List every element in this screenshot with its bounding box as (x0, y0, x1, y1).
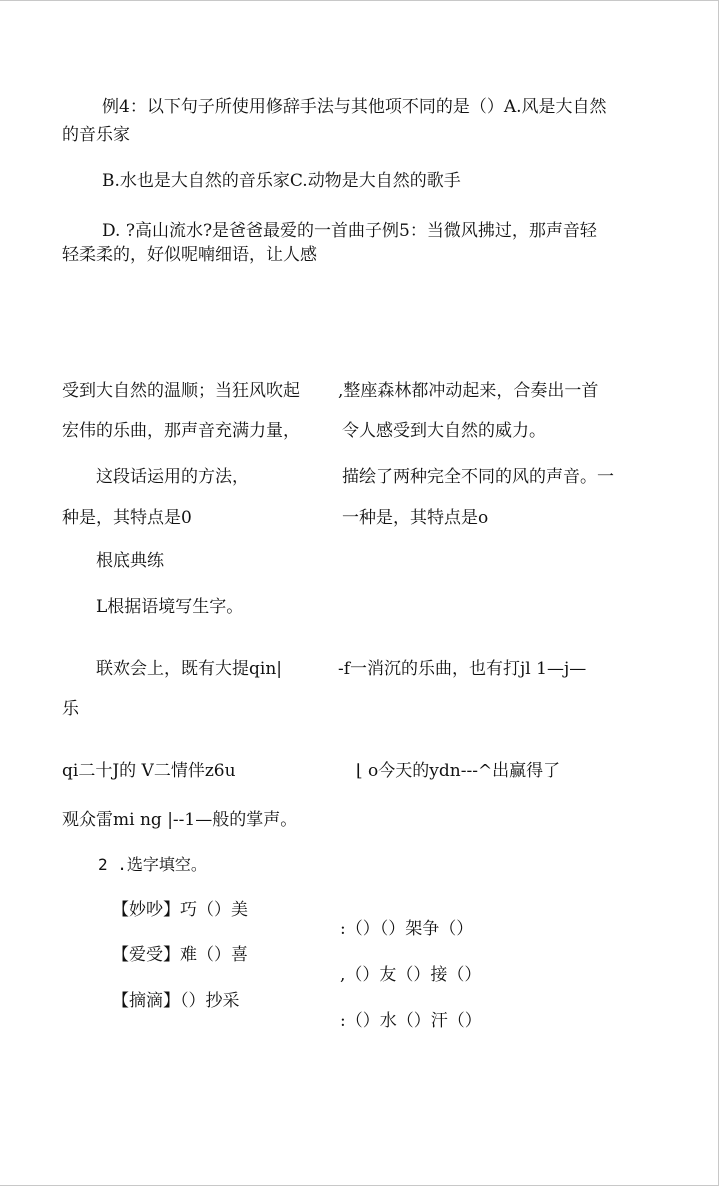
option-bc: B.水也是大自然的音乐家C.动物是大自然的歌手 (102, 171, 461, 191)
right-col-line2: 令人感受到大自然的威力。 (342, 421, 546, 441)
fill-right-row-3: :（）水（）汗（） (340, 1011, 482, 1031)
practice-heading: 根底典练 (96, 551, 164, 571)
q1-line1-left: 联欢会上，既有大提qin| (96, 659, 282, 679)
q1-line3-left: qi二十J的 V二情伴z6u (62, 761, 236, 781)
right-col-line4: 一种是，其特点是o (342, 508, 489, 528)
q1-line1-right: -f一消沉的乐曲，也有打jl 1—j— (338, 659, 587, 679)
example4-line1: 例4：以下句子所使用修辞手法与其他项不同的是（）A.风是大自然 (102, 97, 607, 117)
q1-line2: 乐 (62, 699, 79, 719)
left-col-line1: 受到大自然的温顺；当狂风吹起 (62, 381, 300, 401)
fill-left-row-1: 【妙吵】巧（）美 (112, 900, 248, 920)
fill-right-row-2: ,（）友（）接（） (340, 965, 482, 985)
fill-right-row-1: :（）（）架争（） (340, 919, 474, 939)
q2-title: 2 .选字填空。 (98, 855, 207, 874)
right-col-line3: 描绘了两种完全不同的风的声音。一 (342, 467, 614, 487)
q1-line4: 观众雷mi ng |--1—般的掌声。 (62, 810, 298, 830)
left-col-line3: 这段话运用的方法， (96, 467, 249, 487)
left-col-line2: 宏伟的乐曲，那声音充满力量， (62, 421, 300, 441)
q1-title: L根据语境写生字。 (96, 597, 244, 617)
option-d-line1: D. ?高山流水?是爸爸最爱的一首曲子例5：当微风拂过，那声音轻 (102, 221, 597, 241)
q1-line3-right: ⌊ o今天的ydn---^出赢得了 (356, 761, 561, 781)
example4-line2: 的音乐家 (62, 125, 130, 145)
fill-left-row-3: 【摘滴】（）抄采 (112, 991, 240, 1011)
right-col-line1: ,整座森林都冲动起来，合奏出一首 (338, 381, 599, 401)
fill-left-row-2: 【爱受】难（）喜 (112, 945, 248, 965)
left-col-line4: 种是，其特点是0 (62, 508, 192, 528)
option-d-line2: 轻柔柔的，好似呢喃细语，让人感 (62, 245, 317, 265)
